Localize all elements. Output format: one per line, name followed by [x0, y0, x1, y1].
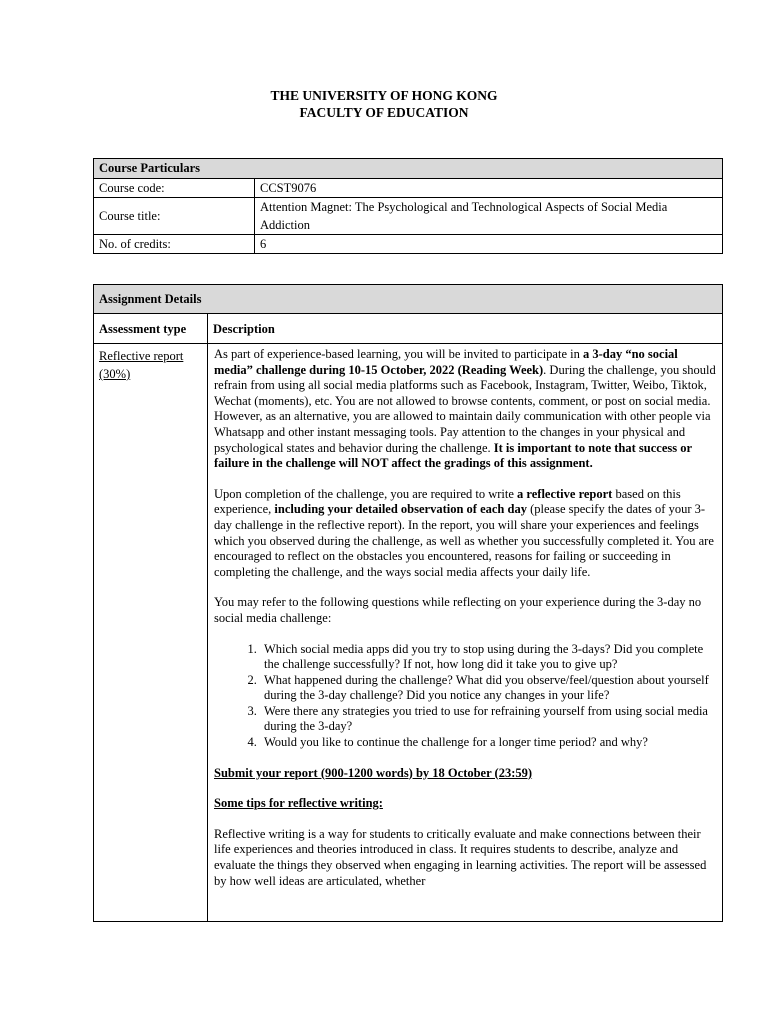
- description-header: Description: [208, 314, 723, 344]
- assessment-type-header: Assessment type: [94, 314, 208, 344]
- list-item: 1. Which social media apps did you try to stop using during the 3-days? Did you complete the challenge successfully? If not, how long did it take you to give up?: [260, 642, 716, 673]
- reflection-questions-list: [214, 642, 716, 751]
- intro-paragraph: As part of experience-based learning, you will be invited to participate in a 3-day “no social media” challenge during 10-15 October, 2022 (Reading Week). During the challenge, you should refrain from using all social media platforms such as Facebook, Instagram, Twitter, Weibo, Tiktok, Wechat (moments), etc. You are not allowed to browse contents, comment, or post on social media. However, as an alternative, you are allowed to maintain daily communication with other people via Whatsapp and other instant messaging tools. Pay attention to the changes in your physical and psychological states and behavior during the challenge. It is important to note that success or failure in the challenge will NOT affect the gradings of this assignment.: [214, 347, 716, 471]
- assignment-details-heading: Assignment Details: [94, 285, 723, 314]
- list-item: 4. Would you like to continue the challenge for a longer time period? and why?: [260, 735, 716, 751]
- weighting-label: (30%): [99, 367, 131, 381]
- list-item: 3. Were there any strategies you tried to use for refraining yourself from using social media during the 3-day?: [260, 704, 716, 735]
- tips-heading: Some tips for reflective writing:: [214, 796, 383, 811]
- course-particulars-heading: Course Particulars: [94, 159, 723, 179]
- assignment-details-table: [93, 284, 723, 922]
- assessment-type-cell: [94, 344, 208, 922]
- reflective-report-link[interactable]: Reflective report: [99, 349, 184, 363]
- course-code-value: CCST9076: [255, 179, 723, 198]
- university-title: THE UNIVERSITY OF HONG KONG: [270, 88, 498, 103]
- credits-label: No. of credits:: [94, 235, 255, 254]
- description-cell: [208, 344, 723, 922]
- list-item: 2. What happened during the challenge? What did you observe/feel/question about yourself during the 3-day challenge? Did you notice any changes in your life?: [260, 673, 716, 704]
- course-particulars-table: [93, 158, 723, 254]
- report-paragraph: Upon completion of the challenge, you are required to write a reflective report based on this experience, including your detailed observation of each day (please specify the dates of your 3-day challenge in the reflective report). In the report, you will share your experiences and feelings which you observed during the challenge, as well as whether you successfully completed it. You are encouraged to reflect on the obstacles you encountered, reasons for failing or succeeding in completing the challenge, and the ways social media affects your daily life.: [214, 486, 714, 579]
- faculty-title: FACULTY OF EDUCATION: [299, 105, 469, 120]
- course-title-value: Attention Magnet: The Psychological and Technological Aspects of Social Media Addiction: [255, 198, 723, 235]
- submission-deadline: Submit your report (900-1200 words) by 18 October (23:59): [214, 765, 533, 780]
- questions-intro: You may refer to the following questions while reflecting on your experience during the 3-day no social media challenge:: [214, 595, 702, 625]
- course-title-label: Course title:: [94, 198, 255, 235]
- course-code-label: Course code:: [94, 179, 255, 198]
- credits-value: 6: [255, 235, 723, 254]
- tips-paragraph: Reflective writing is a way for students to critically evaluate and make connections between their life experiences and theories introduced in class. It requires students to describe, analyze and evaluate the things they observed when engaging in learning activities. The report will be assessed by how well ideas are articulated, whether: [214, 826, 707, 888]
